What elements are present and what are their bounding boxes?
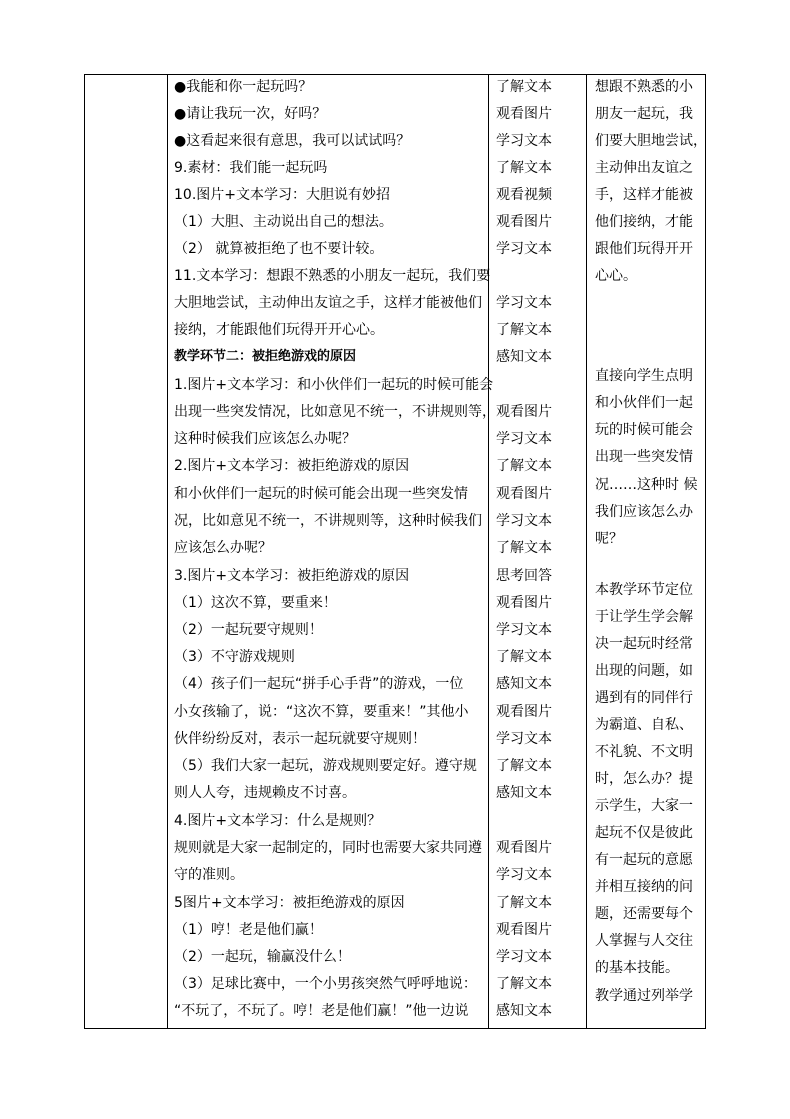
intent-line: 人掌握与人交往 <box>595 933 693 949</box>
intent-line: 出现的问题，如 <box>595 663 693 679</box>
content-line: 4.图片+文本学习：什么是规则？ <box>174 813 382 829</box>
content-line: 出现一些突发情况，比如意见不统一，不讲规则等， <box>174 404 496 420</box>
content-line: ●这看起来很有意思，我可以试试吗？ <box>174 133 411 149</box>
intent-line: 并相互接纳的问 <box>595 879 693 895</box>
activity-line: 观看图片 <box>496 106 552 122</box>
intent-line: 时，怎么办？提 <box>595 771 693 787</box>
activity-line: 感知文本 <box>496 1003 552 1019</box>
content-line: （3）不守游戏规则 <box>174 649 295 665</box>
content-line: （5）我们大家一起玩，游戏规则要定好。遵守规 <box>174 758 477 774</box>
intent-line: 玩的时候可能会 <box>595 422 693 438</box>
activity-line: 学习文本 <box>496 622 552 638</box>
intent-line: 朋友一起玩，我 <box>595 106 693 122</box>
intent-line: 主动伸出友谊之 <box>595 160 693 176</box>
content-line: 况，比如意见不统一，不讲规则等，这种时候我们 <box>174 513 482 529</box>
intent-line: 教学通过列举学 <box>595 988 693 1004</box>
activity-line: 了解文本 <box>496 79 552 95</box>
intent-line: 们要大胆地尝试， <box>595 133 707 149</box>
intent-line: 心心。 <box>595 268 637 284</box>
intent-line: 有一起玩的意愿 <box>595 852 693 868</box>
intent-line: 题，还需要每个 <box>595 906 693 922</box>
intent-line: 和小伙伴们一起 <box>595 395 693 411</box>
intent-line: 不礼貌、不文明 <box>595 744 693 760</box>
activity-line: 学习文本 <box>496 241 552 257</box>
activity-line: 思考回答 <box>496 568 552 584</box>
content-line: （1）大胆、主动说出自己的想法。 <box>174 214 393 230</box>
activity-line: 感知文本 <box>496 676 552 692</box>
activity-line: 观看视频 <box>496 187 552 203</box>
activity-line: 观看图片 <box>496 704 552 720</box>
activity-line: 学习文本 <box>496 731 552 747</box>
content-line: 这种时候我们应该怎么办呢？ <box>174 431 356 447</box>
activity-line: 观看图片 <box>496 214 552 230</box>
intent-line: 本教学环节定位 <box>595 582 693 598</box>
intent-line: 的基本技能。 <box>595 960 679 976</box>
intent-line: 遇到有的同伴行 <box>595 690 693 706</box>
intent-line: 起玩不仅是彼此 <box>595 825 693 841</box>
content-line: （4）孩子们一起玩“拼手心手背”的游戏，一位 <box>174 676 464 692</box>
column-divider <box>586 75 587 1028</box>
activity-line: 了解文本 <box>496 160 552 176</box>
activity-line: 了解文本 <box>496 540 552 556</box>
activity-line: 了解文本 <box>496 976 552 992</box>
content-line: 2.图片+文本学习：被拒绝游戏的原因 <box>174 458 410 474</box>
content-line: 规则就是大家一起制定的，同时也需要大家共同遵 <box>174 840 482 856</box>
activity-line: 观看图片 <box>496 922 552 938</box>
content-line: 则人人夸，违规赖皮不讨喜。 <box>174 785 356 801</box>
content-line: 小女孩输了，说：“这次不算，要重来！”其他小 <box>174 704 469 720</box>
intent-line: 为霸道、自私、 <box>595 717 693 733</box>
intent-line: 直接向学生点明 <box>595 368 693 384</box>
intent-line: 示学生，大家一 <box>595 798 693 814</box>
lesson-plan-table <box>84 74 706 1029</box>
column-divider <box>167 75 168 1028</box>
activity-line: 了解文本 <box>496 895 552 911</box>
content-line: （2）一起玩，输赢没什么！ <box>174 949 351 965</box>
intent-line: 决一起玩时经常 <box>595 636 693 652</box>
content-line: 3.图片+文本学习：被拒绝游戏的原因 <box>174 568 410 584</box>
intent-line: 我们应该怎么办 <box>595 504 693 520</box>
column-divider <box>488 75 489 1028</box>
activity-line: 学习文本 <box>496 295 552 311</box>
content-line: 伙伴纷纷反对，表示一起玩就要守规则！ <box>174 731 426 747</box>
content-line: 接纳，才能跟他们玩得开开心心。 <box>174 322 384 338</box>
content-line: 守的准则。 <box>174 867 244 883</box>
content-line: （1）哼！老是他们赢！ <box>174 922 323 938</box>
content-line: 大胆地尝试，主动伸出友谊之手，这样才能被他们 <box>174 295 482 311</box>
content-line: 11.文本学习：想跟不熟悉的小朋友一起玩，我们要 <box>174 268 491 284</box>
activity-line: 感知文本 <box>496 349 552 365</box>
intent-line: 出现一些突发情 <box>595 449 693 465</box>
content-line: （3）足球比赛中，一个小男孩突然气呼呼地说： <box>174 976 477 992</box>
content-line: 应该怎么办呢？ <box>174 540 272 556</box>
activity-line: 观看图片 <box>496 840 552 856</box>
activity-line: 观看图片 <box>496 486 552 502</box>
content-line: 和小伙伴们一起玩的时候可能会出现一些突发情 <box>174 486 468 502</box>
activity-line: 观看图片 <box>496 595 552 611</box>
activity-line: 了解文本 <box>496 649 552 665</box>
intent-line: 况……这种时 候 <box>595 477 698 493</box>
activity-line: 了解文本 <box>496 758 552 774</box>
intent-line: 手，这样才能被 <box>595 187 693 203</box>
intent-line: 他们接纳，才能 <box>595 214 693 230</box>
content-line: 5图片+文本学习：被拒绝游戏的原因 <box>174 895 405 911</box>
content-line: 1.图片+文本学习：和小伙伴们一起玩的时候可能会 <box>174 377 494 393</box>
activity-line: 学习文本 <box>496 867 552 883</box>
activity-line: 了解文本 <box>496 458 552 474</box>
activity-line: 学习文本 <box>496 513 552 529</box>
activity-line: 了解文本 <box>496 322 552 338</box>
intent-line: 呢？ <box>595 531 623 547</box>
content-line: ●我能和你一起玩吗？ <box>174 79 313 95</box>
content-line: ●请让我玩一次，好吗？ <box>174 106 327 122</box>
intent-line: 于让学生学会解 <box>595 609 693 625</box>
activity-line: 感知文本 <box>496 785 552 801</box>
activity-line: 观看图片 <box>496 404 552 420</box>
content-line: 10.图片+文本学习：大胆说有妙招 <box>174 187 390 203</box>
intent-line: 跟他们玩得开开 <box>595 241 693 257</box>
section-heading: 教学环节二：被拒绝游戏的原因 <box>174 349 357 364</box>
activity-line: 学习文本 <box>496 133 552 149</box>
activity-line: 学习文本 <box>496 949 552 965</box>
content-line: （2） 就算被拒绝了也不要计较。 <box>174 241 384 257</box>
content-line: （1）这次不算，要重来！ <box>174 595 337 611</box>
intent-line: 想跟不熟悉的小 <box>595 79 693 95</box>
activity-line: 学习文本 <box>496 431 552 447</box>
content-line: “不玩了，不玩了。哼！老是他们赢！”他一边说 <box>174 1003 469 1019</box>
content-line: 9.素材：我们能一起玩吗 <box>174 160 328 176</box>
content-line: （2）一起玩要守规则！ <box>174 622 323 638</box>
